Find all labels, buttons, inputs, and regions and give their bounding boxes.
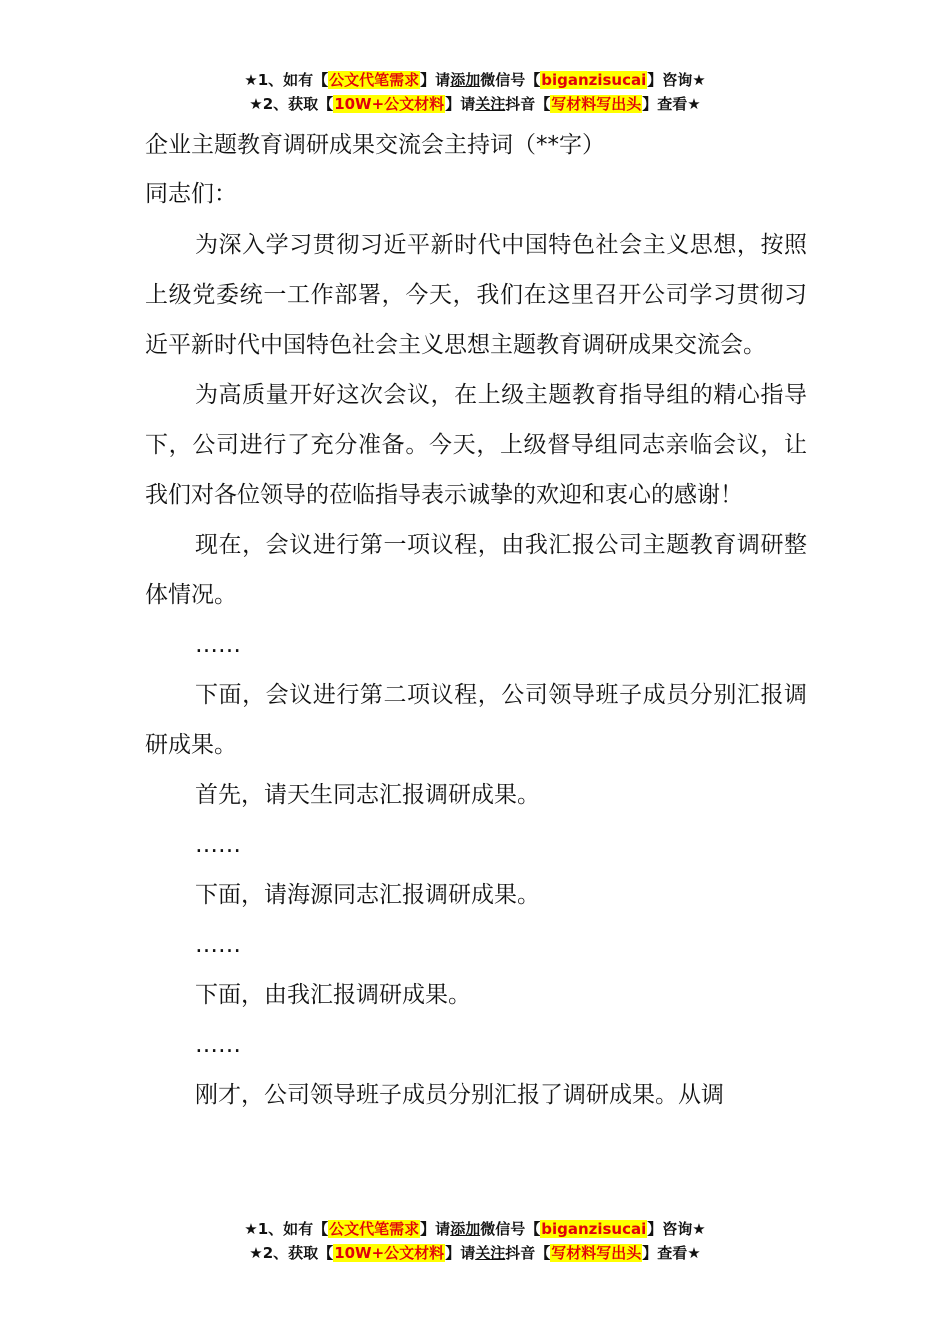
ellipsis-line: ……: [195, 932, 241, 958]
banner-text: 】请: [420, 1220, 451, 1238]
banner-underline: 关注: [475, 95, 506, 113]
banner-highlight: biganzisucai: [541, 1220, 647, 1238]
greeting: 同志们：: [145, 181, 237, 207]
paragraph: 为高质量开好这次会议，在上级主题教育指导组的精心指导下，公司进行了充分准备。今天，上级督导组同志亲临会议，让我们对各位领导的莅临指导表示诚挚的欢迎和衷心的感谢！: [145, 382, 807, 508]
paragraph: 首先，请天生同志汇报调研成果。: [195, 782, 540, 808]
banner-text: ★1、如有【: [244, 1220, 329, 1238]
paragraph: 刚才，公司领导班子成员分别汇报了调研成果。从调: [195, 1082, 724, 1108]
paragraph: 现在，会议进行第一项议程，由我汇报公司主题教育调研整体情况。: [145, 532, 807, 608]
banner-highlight: 公文代笔需求: [329, 71, 420, 89]
banner-text: 抖音【: [505, 1244, 551, 1262]
banner-highlight: 10W+公文材料: [334, 95, 445, 113]
banner-highlight: 10W+公文材料: [334, 1244, 445, 1262]
banner-highlight: 公文代笔需求: [329, 1220, 420, 1238]
banner-underline: 关注: [475, 1244, 506, 1262]
ellipsis-line: ……: [195, 1032, 241, 1058]
paragraph: 下面，会议进行第二项议程，公司领导班子成员分别汇报调研成果。: [145, 682, 807, 758]
banner-text: ★1、如有【: [244, 71, 329, 89]
banner-text: 】咨询★: [647, 1220, 706, 1238]
banner-text: ★2、获取【: [249, 95, 334, 113]
paragraph: 为深入学习贯彻习近平新时代中国特色社会主义思想，按照上级党委统一工作部署，今天，我们在这里召开公司学习贯彻习近平新时代中国特色社会主义思想主题教育调研成果交流会。: [145, 232, 807, 358]
banner-line-1: [0, 1217, 950, 1241]
paragraph: 下面，请海源同志汇报调研成果。: [195, 882, 540, 908]
banner-text: 抖音【: [505, 95, 551, 113]
footer-banner: [0, 1217, 950, 1265]
banner-text: 】请: [445, 95, 476, 113]
banner-text: 微信号【: [480, 1220, 541, 1238]
banner-text: 微信号【: [480, 71, 541, 89]
banner-text: 】查看★: [642, 95, 701, 113]
banner-underline: 添加: [450, 71, 481, 89]
banner-highlight: 写材料写出头: [551, 1244, 642, 1262]
banner-text: 】请: [445, 1244, 476, 1262]
paragraph: 下面，由我汇报调研成果。: [195, 982, 471, 1008]
banner-text: 】请: [420, 71, 451, 89]
banner-text: 】查看★: [642, 1244, 701, 1262]
ellipsis-line: ……: [195, 632, 241, 658]
document-body: [145, 122, 807, 1120]
banner-highlight: biganzisucai: [541, 71, 647, 89]
banner-underline: 添加: [450, 1220, 481, 1238]
banner-highlight: 写材料写出头: [551, 95, 642, 113]
ellipsis-line: ……: [195, 832, 241, 858]
banner-line-2: [0, 1241, 950, 1265]
banner-text: 】咨询★: [647, 71, 706, 89]
document-title: 企业主题教育调研成果交流会主持词（**字）: [145, 132, 605, 158]
banner-text: ★2、获取【: [249, 1244, 334, 1262]
